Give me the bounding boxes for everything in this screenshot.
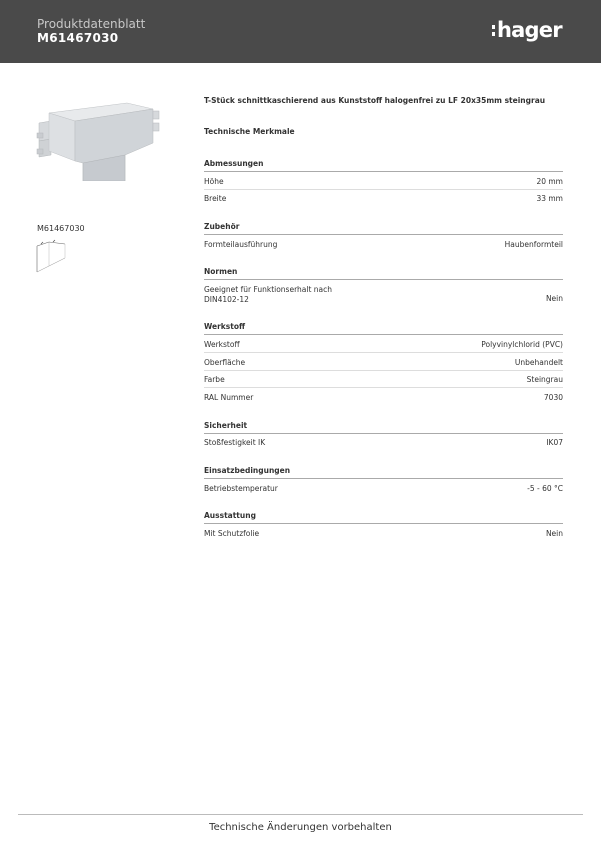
spec-key: Werkstoff <box>204 340 240 349</box>
row-divider <box>204 189 563 190</box>
spec-key: RAL Nummer <box>204 393 254 402</box>
spec-value: Steingrau <box>526 375 563 384</box>
section-title-sicherheit: Sicherheit <box>204 421 248 430</box>
spec-value: Haubenformteil <box>504 240 563 249</box>
logo-dots-icon <box>492 25 495 36</box>
spec-key: Mit Schutzfolie <box>204 529 260 538</box>
spec-key: Farbe <box>204 375 225 384</box>
footer-note: Technische Änderungen vorbehalten <box>209 822 392 833</box>
spec-key: Oberfläche <box>204 358 246 367</box>
section-title-einsatzbedingungen: Einsatzbedingungen <box>204 466 291 475</box>
spec-value: Polyvinylchlorid (PVC) <box>481 340 563 349</box>
brand-name: hager <box>497 18 562 42</box>
section-divider <box>204 279 563 280</box>
spec-value: Nein <box>545 529 563 538</box>
spec-value: -5 - 60 °C <box>527 484 563 493</box>
technical-features-heading: Technische Merkmale <box>204 127 295 136</box>
product-description: T-Stück schnittkaschierend aus Kunststoff halogenfrei zu LF 20x35mm steingrau <box>204 96 546 105</box>
spec-key: Höhe <box>204 177 224 186</box>
section-divider <box>204 234 563 235</box>
section-divider <box>204 478 563 479</box>
spec-value: 33 mm <box>536 194 563 203</box>
spec-row <box>204 285 563 307</box>
section-title-werkstoff: Werkstoff <box>204 322 246 331</box>
spec-value: 20 mm <box>536 177 563 186</box>
spec-key: Breite <box>204 194 227 203</box>
section-divider <box>204 523 563 524</box>
row-divider <box>204 370 563 371</box>
section-title-normen: Normen <box>204 267 238 276</box>
spec-key: Formteilausführung <box>204 240 278 249</box>
document-type-title: Produktdatenblatt <box>37 17 146 31</box>
section-divider <box>204 433 563 434</box>
section-title-ausstattung: Ausstattung <box>204 511 256 520</box>
footer-divider <box>18 814 583 815</box>
row-divider <box>204 352 563 353</box>
product-image <box>35 97 161 181</box>
spec-key: Betriebstemperatur <box>204 484 278 493</box>
spec-key: Geeignet für Funktionserhalt nach DIN4102-12 <box>204 285 333 304</box>
technical-drawing <box>35 236 69 274</box>
spec-key: Stoßfestigkeit IK <box>204 438 266 447</box>
section-divider <box>204 334 563 335</box>
section-divider <box>204 171 563 172</box>
spec-value: Unbehandelt <box>514 358 563 367</box>
section-title-zubehoer: Zubehör <box>204 222 240 231</box>
section-title-abmessungen: Abmessungen <box>204 159 264 168</box>
spec-value: Nein <box>545 294 563 303</box>
row-divider <box>204 387 563 388</box>
side-product-code: M61467030 <box>37 224 85 233</box>
product-code: M61467030 <box>37 31 119 45</box>
spec-value: 7030 <box>543 393 563 402</box>
brand-logo <box>492 17 562 43</box>
page-header <box>0 0 601 63</box>
spec-value: IK07 <box>546 438 563 447</box>
